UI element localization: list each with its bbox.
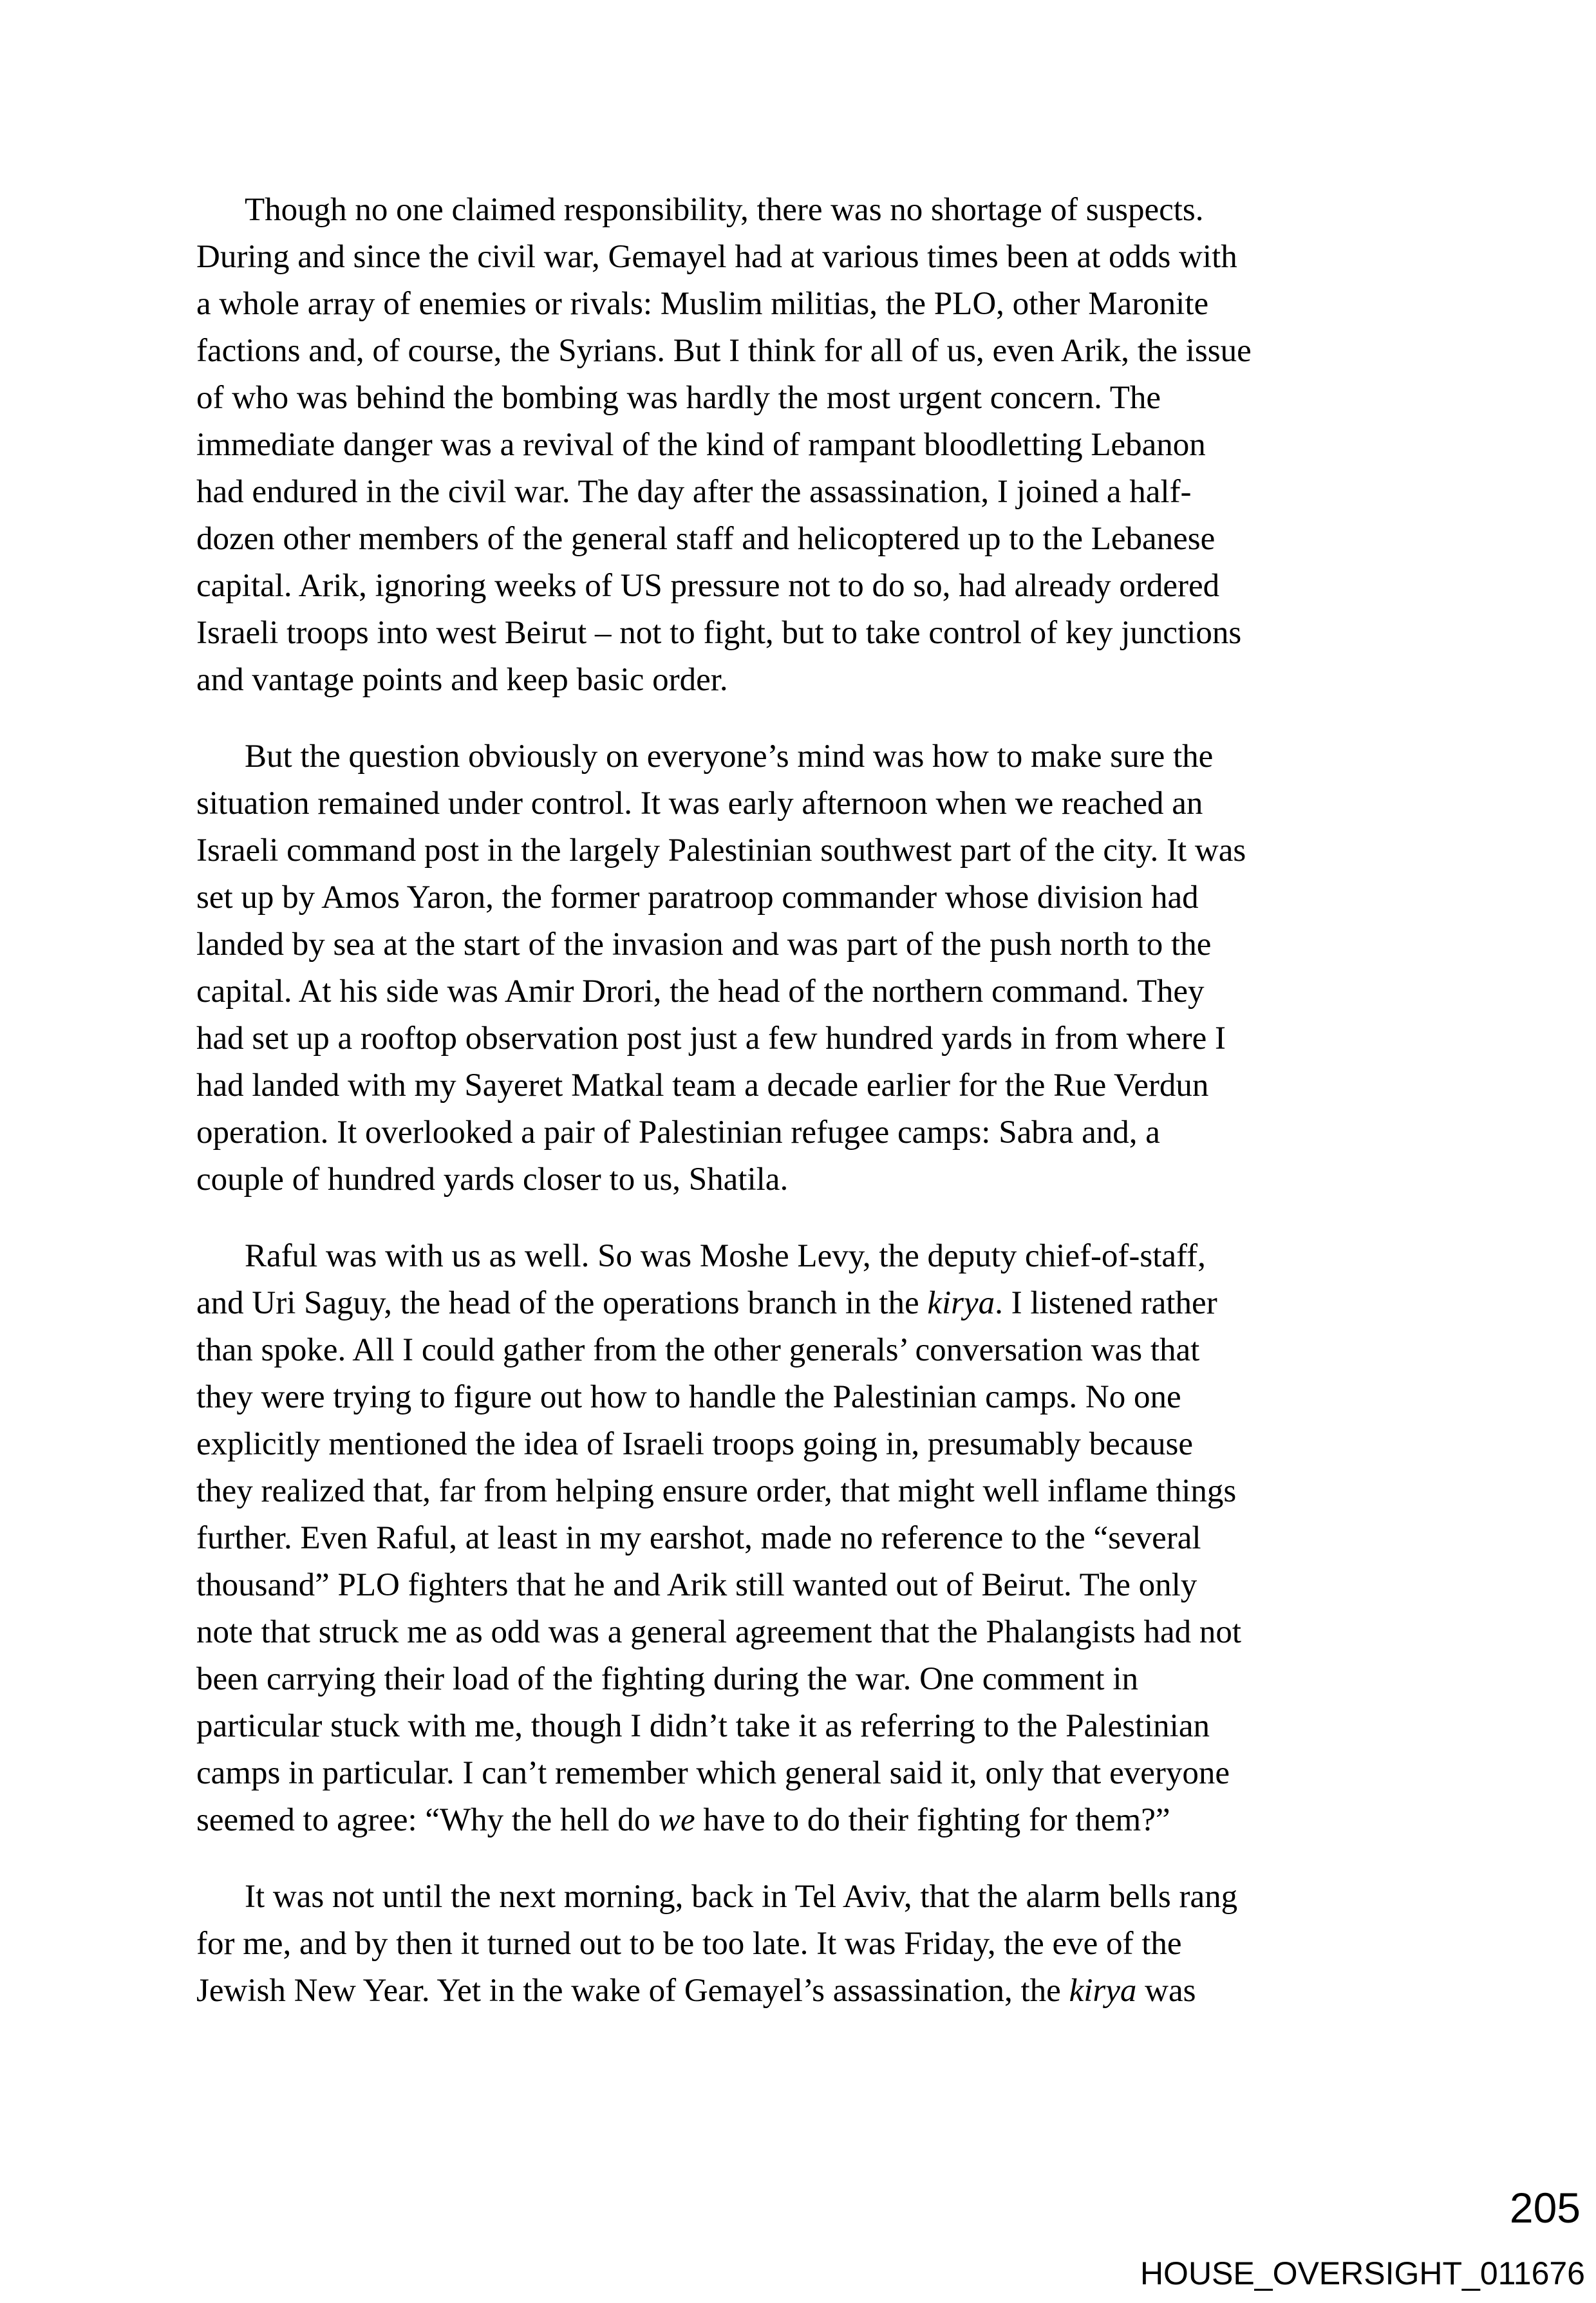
text-line: and Uri Saguy, the head of the operations branch in the kirya. I listened rather — [196, 1285, 1217, 1321]
text-line: set up by Amos Yaron, the former paratroop commander whose division had — [196, 879, 1199, 916]
text-line: Jewish New Year. Yet in the wake of Gemayel’s assassination, the kirya was — [196, 1973, 1196, 2009]
text-line: operation. It overlooked a pair of Palestinian refugee camps: Sabra and, a — [196, 1114, 1160, 1151]
text-line: particular stuck with me, though I didn’t take it as referring to the Palestinian — [196, 1708, 1210, 1744]
text-line: seemed to agree: “Why the hell do we have to do their fighting for them?” — [196, 1802, 1170, 1838]
page-number: 205 — [1509, 2184, 1581, 2232]
text-line: factions and, of course, the Syrians. But I think for all of us, even Arik, the issue — [196, 333, 1252, 369]
text-line: situation remained under control. It was early afternoon when we reached an — [196, 785, 1203, 822]
text-line: Israeli command post in the largely Palestinian southwest part of the city. It was — [196, 832, 1246, 869]
text-line: capital. At his side was Amir Drori, the head of the northern command. They — [196, 973, 1205, 1010]
text-line: immediate danger was a revival of the kind of rampant bloodletting Lebanon — [196, 427, 1206, 463]
paragraph — [196, 1233, 1389, 1844]
text-line: further. Even Raful, at least in my earshot, made no reference to the “several — [196, 1520, 1201, 1556]
text-line: capital. Arik, ignoring weeks of US pressure not to do so, had already ordered — [196, 568, 1220, 604]
text-line: for me, and by then it turned out to be too late. It was Friday, the eve of the — [196, 1926, 1182, 1962]
text-line: Raful was with us as well. So was Moshe Levy, the deputy chief-of-staff, — [245, 1238, 1206, 1274]
paragraph — [196, 187, 1389, 704]
text-line: dozen other members of the general staff and helicoptered up to the Lebanese — [196, 521, 1216, 557]
paragraph — [196, 733, 1389, 1203]
text-line: been carrying their load of the fighting during the war. One comment in — [196, 1661, 1138, 1697]
text-line: But the question obviously on everyone’s mind was how to make sure the — [245, 738, 1214, 775]
text-line: they realized that, far from helping ensure order, that might well inflame things — [196, 1473, 1237, 1509]
bates-stamp: HOUSE_OVERSIGHT_011676 — [1140, 2255, 1585, 2291]
text-line: and vantage points and keep basic order. — [196, 662, 728, 698]
paragraph — [196, 1874, 1389, 2015]
text-line: than spoke. All I could gather from the other generals’ conversation was that — [196, 1332, 1200, 1368]
text-line: landed by sea at the start of the invasion and was part of the push north to the — [196, 926, 1212, 963]
text-line: had endured in the civil war. The day after the assassination, I joined a half- — [196, 474, 1192, 510]
text-line: they were trying to figure out how to handle the Palestinian camps. No one — [196, 1379, 1181, 1415]
text-line: Though no one claimed responsibility, there was no shortage of suspects. — [245, 192, 1204, 228]
text-line: note that struck me as odd was a general agreement that the Phalangists had not — [196, 1614, 1242, 1650]
text-line: It was not until the next morning, back in Tel Aviv, that the alarm bells rang — [245, 1879, 1238, 1915]
text-line: of who was behind the bombing was hardly the most urgent concern. The — [196, 380, 1161, 416]
text-line: had set up a rooftop observation post just a few hundred yards in from where I — [196, 1020, 1226, 1057]
text-line: During and since the civil war, Gemayel had at various times been at odds with — [196, 239, 1237, 275]
text-line: had landed with my Sayeret Matkal team a decade earlier for the Rue Verdun — [196, 1067, 1209, 1104]
text-line: camps in particular. I can’t remember which general said it, only that everyone — [196, 1755, 1230, 1791]
text-line: thousand” PLO fighters that he and Arik still wanted out of Beirut. The only — [196, 1567, 1197, 1603]
text-line: couple of hundred yards closer to us, Shatila. — [196, 1161, 789, 1198]
text-line: a whole array of enemies or rivals: Muslim militias, the PLO, other Maronite — [196, 286, 1209, 322]
body-text — [196, 187, 1389, 2015]
text-line: Israeli troops into west Beirut – not to fight, but to take control of key junctions — [196, 615, 1242, 651]
text-line: explicitly mentioned the idea of Israeli troops going in, presumably because — [196, 1426, 1193, 1462]
